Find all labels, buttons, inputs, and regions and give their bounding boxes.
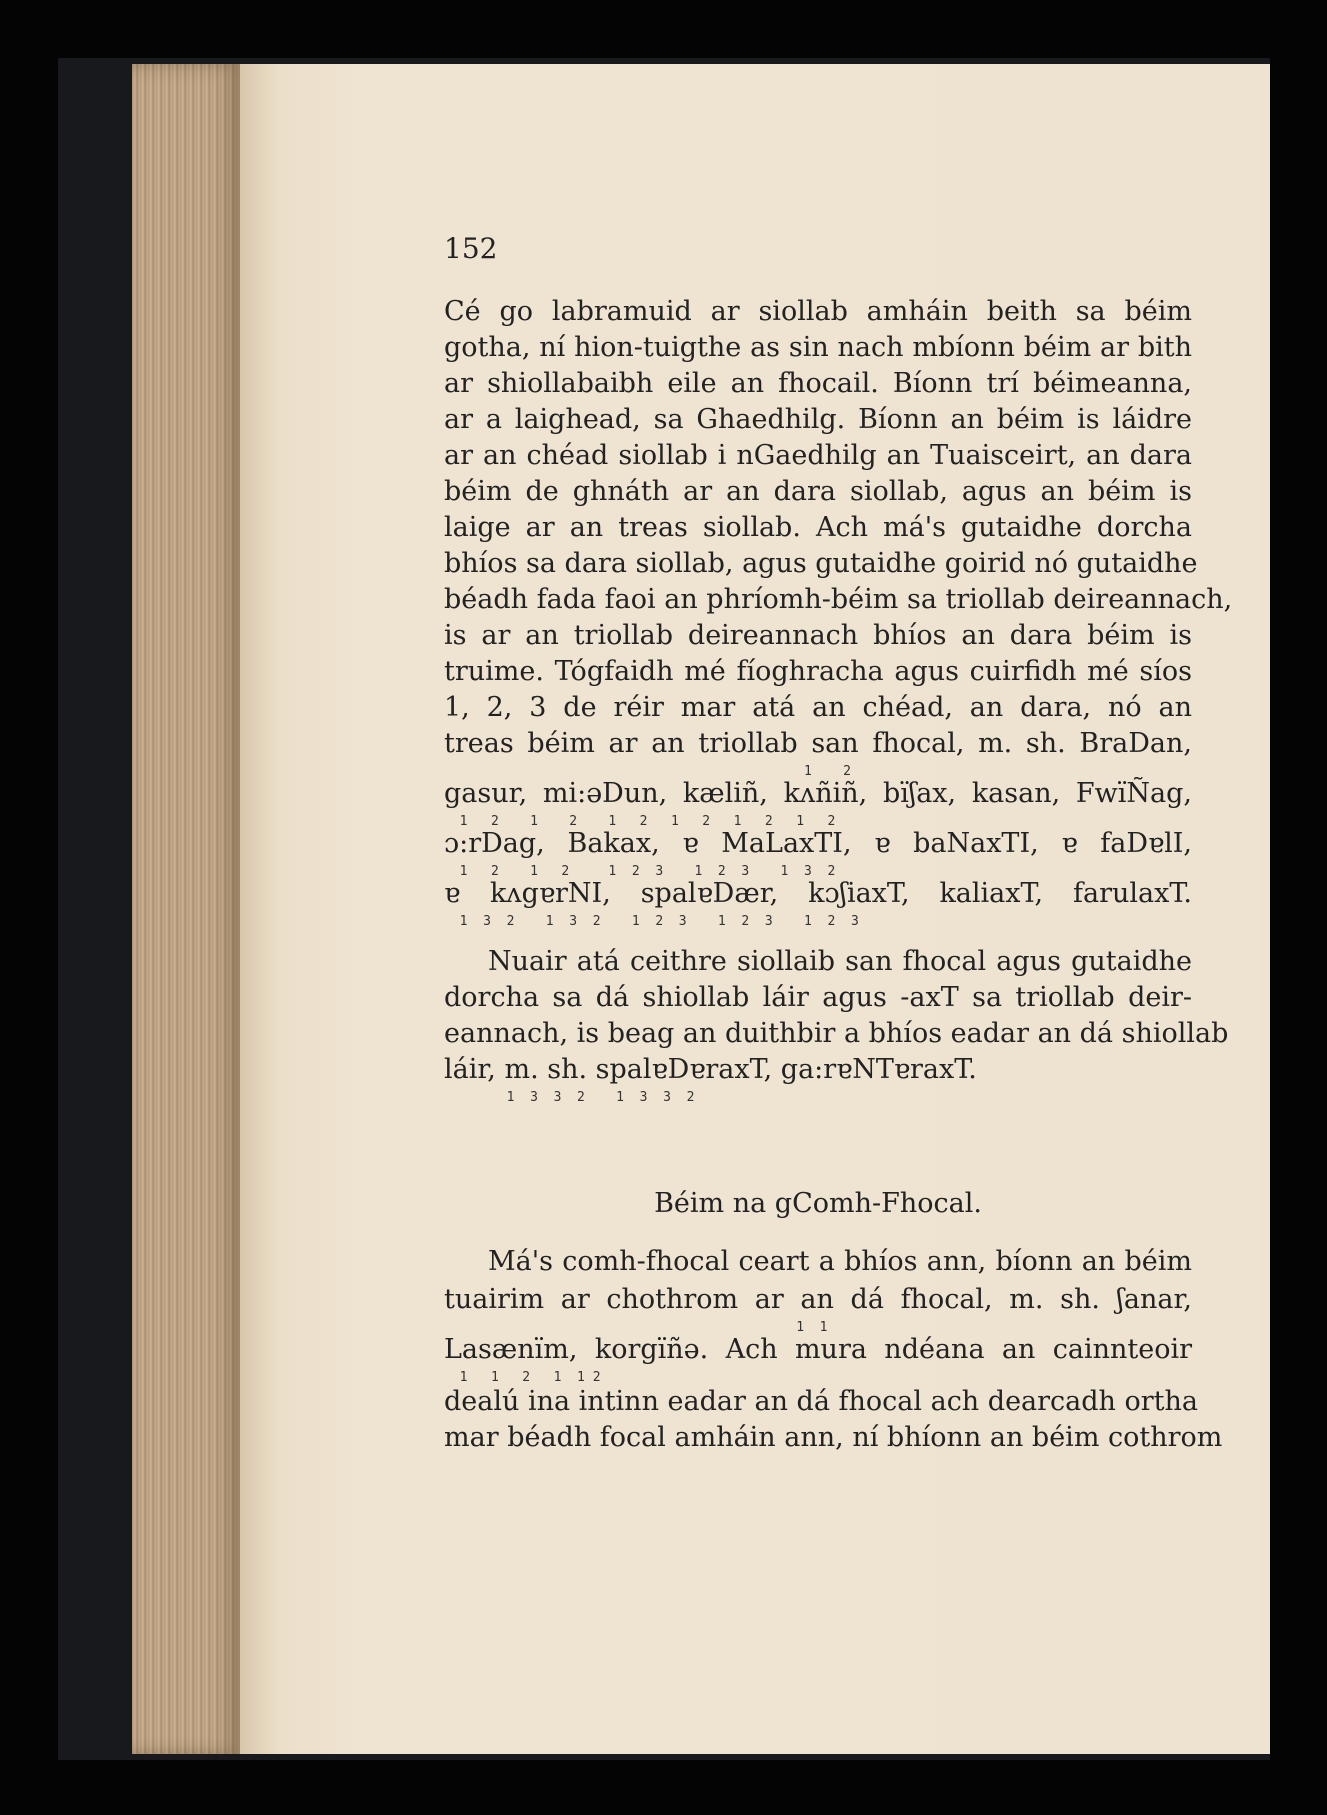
text-line: Má's comh-fhocal ceart a bhíos ann, bíonn an béim — [488, 1246, 1192, 1277]
stress-marks: 1 1 2 1 1 2 — [444, 1370, 601, 1385]
text-line: dealú ina intinn eadar an dá fhocal ach dearcadh ortha — [444, 1386, 1199, 1417]
text-line: bhíos sa dara siollab, agus gutaidhe goirid nó gutaidhe — [444, 548, 1198, 579]
text-line: laige ar an treas siollab. Ach má's gutaidhe dorcha — [444, 512, 1192, 543]
stress-marks: 1 3 2 1 3 2 1 2 3 1 2 3 1 2 3 — [444, 914, 859, 929]
text-line: treas béim ar an triollab san fhocal, m. sh. BraDan, — [444, 728, 1192, 759]
text-line: ar a laighead, sa Ghaedhilg. Bíonn an béim is láidre — [444, 404, 1192, 435]
stress-marks: 1 2 — [444, 764, 851, 779]
stress-marks: 1 2 1 2 1 2 1 2 1 2 1 2 — [444, 814, 836, 829]
section-heading: Béim na gComh-Fhocal. — [654, 1188, 982, 1219]
text-line: láir, m. sh. spalɐDɐraxT, ga:rɐNTɐraxT. — [444, 1054, 977, 1085]
page-number: 152 — [444, 232, 498, 265]
text-line: Cé go labramuid ar siollab amháin beith sa béim — [444, 296, 1192, 327]
text-line: tuairim ar chothrom ar an dá fhocal, m. sh. ʃanar, — [444, 1284, 1192, 1315]
text-line: 1, 2, 3 de réir mar atá an chéad, an dara, nó an — [444, 692, 1192, 723]
text-line: gotha, ní hion-tuigthe as sin nach mbíonn béim ar bith — [444, 332, 1192, 363]
text-line: ɔ:rDag, Bakax, ɐ MaLaxTI, ɐ baNaxTI, ɐ faDɐlI, — [444, 828, 1192, 859]
text-line: dorcha sa dá shiollab láir agus -axT sa triollab deir- — [444, 982, 1192, 1013]
text-line: ɐ kʌgɐrNI, spalɐDær, kɔʃiaxT, kaliaxT, farulaxT. — [444, 878, 1192, 909]
stress-marks: 1 1 — [444, 1320, 828, 1335]
text-line: is ar an triollab deireannach bhíos an dara béim is — [444, 620, 1192, 651]
stress-marks: 1 2 1 2 1 2 3 1 2 3 1 3 2 — [444, 864, 836, 879]
text-line: eannach, is beag an duithbir a bhíos eadar an dá shiollab — [444, 1018, 1229, 1049]
text-line: ar shiollabaibh eile an fhocail. Bíonn trí béimeanna, — [444, 368, 1192, 399]
text-line: Lasænïm, korgïñə. Ach mura ndéana an cainnteoir — [444, 1334, 1192, 1365]
page-edges — [132, 64, 240, 1754]
text-line: ar an chéad siollab i nGaedhilg an Tuaisceirt, an dara — [444, 440, 1192, 471]
text-line: Nuair atá ceithre siollaib san fhocal agus gutaidhe — [488, 946, 1192, 977]
text-line: gasur, mi:əDun, kæliñ, kʌñiñ, bïʃax, kasan, FwïÑag, — [444, 778, 1192, 809]
text-line: truime. Tógfaidh mé fíoghracha agus cuirfidh mé síos — [444, 656, 1192, 687]
text-line: béadh fada faoi an phríomh-béim sa triollab deireannach, — [444, 584, 1233, 615]
text-line: mar béadh focal amháin ann, ní bhíonn an béim cothrom — [444, 1422, 1223, 1453]
stress-marks: 1 3 3 2 1 3 3 2 — [444, 1090, 695, 1105]
text-line: béim de ghnáth ar an dara siollab, agus an béim is — [444, 476, 1192, 507]
